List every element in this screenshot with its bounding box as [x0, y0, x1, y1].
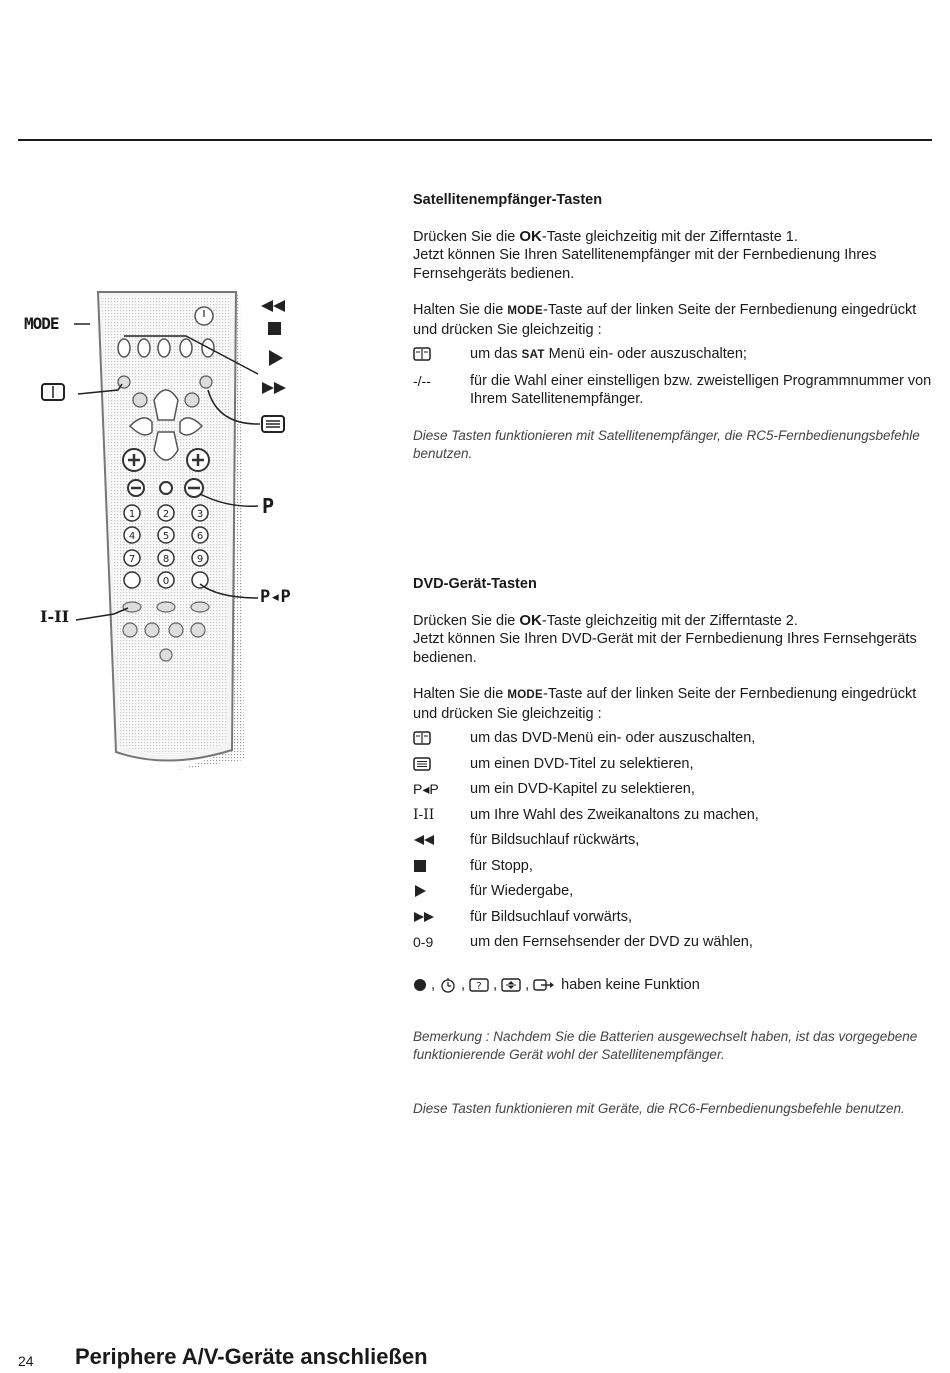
dvd-paragraph-1: Drücken Sie die OK-Taste gleichzeitig mit der Zifferntaste 2. Jetzt können Sie Ihren DVD-Gerät mit der Fernbedienung Ihres Fernsehgeräts bedienen. [413, 611, 917, 666]
key-7: 7 [128, 554, 136, 565]
top-rule [18, 139, 932, 141]
chapter-title: Periphere A/V-Geräte anschließen [75, 1344, 428, 1369]
digit-entry-icon: -/-- [413, 372, 431, 389]
teletext-icon [413, 755, 470, 774]
dvd-item-menu: um das DVD-Menü ein- oder auszuschalten, [413, 729, 935, 748]
key-0: 0 [162, 576, 170, 587]
dvd-item-title: um einen DVD-Titel zu selektieren, [413, 755, 935, 774]
ok-key: OK [519, 227, 542, 245]
dvd-item-digits: 0-9 um den Fernsehsender der DVD zu wählen, [413, 934, 753, 950]
key-9: 9 [196, 554, 204, 565]
dvd-item-rewind: für Bildsuchlauf rückwärts, [413, 831, 935, 850]
play-icon [413, 882, 470, 901]
digits-label: 0-9 [413, 934, 434, 950]
record-icon [413, 978, 427, 992]
stop-icon [413, 857, 470, 876]
satellite-note: Diese Tasten funktionieren mit Satellitenempfänger, die RC5-Fernbedienungsbefehle benutzen. [413, 427, 920, 461]
no-function-text: haben keine Funktion [561, 976, 700, 993]
mode-callout: MODE [24, 314, 59, 333]
ok-key: OK [519, 611, 542, 629]
svg-text:?: ? [476, 980, 482, 992]
exit-icon [533, 978, 555, 992]
dvd-heading: DVD-Gerät-Tasten [413, 576, 537, 592]
satellite-paragraph-2: Halten Sie die MODE-Taste auf der linken Seite der Fernbedienung eingedrückt und drücken Sie gleichzeitig : [413, 302, 917, 338]
rc6-note: Diese Tasten funktionieren mit Geräte, die RC6-Fernbedienungsbefehle benutzen. [413, 1101, 905, 1116]
rewind-icon [413, 831, 470, 850]
battery-remark: Bemerkung : Nachdem Sie die Batterien ausgewechselt haben, ist das vorgegebene funktionierende Gerät wohl der Satellitenempfänger. [413, 1029, 918, 1062]
dvd-item-fast-forward: für Bildsuchlauf vorwärts, [413, 908, 935, 927]
pip-callout: P◂P [260, 587, 291, 607]
key-4: 4 [128, 531, 136, 542]
dual-sound-callout: I-II [40, 607, 70, 626]
key-5: 5 [162, 531, 170, 542]
remote-illustration [18, 280, 308, 780]
satellite-paragraph-1: Drücken Sie die OK-Taste gleichzeitig mit der Zifferntaste 1. Jetzt können Sie Ihren Satellitenempfänger mit der Fernbedienung Ihres Fernsehgeräts bedienen. [413, 227, 877, 282]
help-icon [469, 978, 489, 992]
satellite-heading: Satellitenempfänger-Tasten [413, 192, 603, 208]
satellite-item-menu: um das SAT Menü ein- oder auszuschalten; [413, 345, 935, 365]
mode-key: MODE [507, 305, 544, 317]
dual-sound-icon: I-II [413, 806, 435, 823]
timer-icon [439, 977, 457, 993]
key-2: 2 [162, 509, 170, 520]
key-3: 3 [196, 509, 204, 520]
p-callout: P [262, 494, 275, 518]
pip-icon: P◂P [413, 781, 439, 797]
key-8: 8 [162, 554, 170, 565]
dvd-item-dual-sound: I-II um Ihre Wahl des Zweikanaltons zu machen, [413, 806, 759, 823]
satellite-section [413, 191, 935, 463]
key-6: 6 [196, 531, 204, 542]
no-function-line: , , ? , , haben keine Funktion [413, 976, 935, 995]
menu-icon [413, 729, 470, 748]
mode-key: MODE [507, 689, 544, 701]
key-1: 1 [128, 509, 136, 520]
menu-icon [413, 345, 470, 364]
dvd-item-play: für Wiedergabe, [413, 882, 935, 901]
dvd-item-chapter: P◂P um ein DVD-Kapitel zu selektieren, [413, 781, 695, 797]
remote-drawing [18, 280, 308, 780]
satellite-item-digits: -/-- für die Wahl einer einstelligen bzw. zweistelligen Programmnummer von Ihrem Satellitenempfänger. [413, 372, 932, 407]
zoom-icon [501, 978, 521, 992]
sat-key: SAT [521, 349, 545, 361]
fast-forward-icon [413, 908, 470, 927]
page-number: 24 [18, 1353, 34, 1369]
dvd-paragraph-2: Halten Sie die MODE-Taste auf der linken Seite der Fernbedienung eingedrückt und drücken Sie gleichzeitig : [413, 686, 917, 722]
dvd-section [413, 575, 935, 1118]
dvd-item-stop: für Stopp, [413, 857, 935, 876]
